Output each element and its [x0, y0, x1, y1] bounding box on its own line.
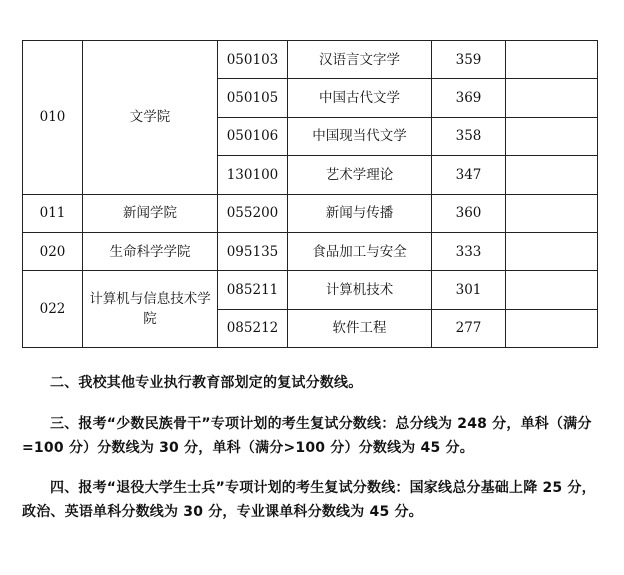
paragraph-minority-plan: 三、报考“少数民族骨干”专项计划的考生复试分数线：总分线为 248 分，单科（满分=100 分）分数线为 30 分，单科（满分>100 分）分数线为 45 分。 [22, 416, 592, 456]
score-cell: 359 [432, 41, 506, 79]
college-name-cell: 新闻学院 [83, 194, 218, 232]
note-cell [506, 41, 598, 79]
note-cell [506, 79, 598, 117]
major-code-cell: 050105 [218, 79, 288, 117]
major-code-cell: 050103 [218, 41, 288, 79]
major-name-cell: 中国古代文学 [288, 79, 432, 117]
note-cell [506, 232, 598, 270]
note-cell [506, 117, 598, 155]
paragraph-veteran-plan: 四、报考“退役大学生士兵”专项计划的考生复试分数线：国家线总分基础上降 25 分，政治、英语单科分数线为 30 分，专业课单科分数线为 45 分。 [22, 480, 596, 520]
note-cell [506, 156, 598, 194]
score-cell: 277 [432, 309, 506, 347]
note-cell [506, 309, 598, 347]
college-code-cell: 011 [23, 194, 83, 232]
major-name-cell: 新闻与传播 [288, 194, 432, 232]
table-row [23, 41, 598, 79]
major-name-cell: 食品加工与安全 [288, 232, 432, 270]
major-code-cell: 050106 [218, 117, 288, 155]
college-name-cell: 计算机与信息技术学院 [83, 271, 218, 348]
college-name-cell: 文学院 [83, 41, 218, 195]
paragraph-other-majors: 二、我校其他专业执行教育部划定的复试分数线。 [50, 375, 363, 391]
major-code-cell: 085211 [218, 271, 288, 309]
college-code-cell: 022 [23, 271, 83, 348]
note-cell [506, 271, 598, 309]
college-code-cell: 010 [23, 41, 83, 195]
major-name-cell: 计算机技术 [288, 271, 432, 309]
table-row [23, 232, 598, 270]
college-code-cell: 020 [23, 232, 83, 270]
score-cell: 360 [432, 194, 506, 232]
major-name-cell: 软件工程 [288, 309, 432, 347]
score-cell: 347 [432, 156, 506, 194]
college-name-cell: 生命科学学院 [83, 232, 218, 270]
major-code-cell: 130100 [218, 156, 288, 194]
table-row [23, 271, 598, 309]
major-name-cell: 汉语言文字学 [288, 41, 432, 79]
major-code-cell: 085212 [218, 309, 288, 347]
note-cell [506, 194, 598, 232]
table-row [23, 194, 598, 232]
major-name-cell: 中国现当代文学 [288, 117, 432, 155]
major-code-cell: 055200 [218, 194, 288, 232]
major-code-cell: 095135 [218, 232, 288, 270]
major-name-cell: 艺术学理论 [288, 156, 432, 194]
score-cell: 358 [432, 117, 506, 155]
score-cell: 333 [432, 232, 506, 270]
score-table [22, 40, 598, 348]
score-cell: 369 [432, 79, 506, 117]
score-cell: 301 [432, 271, 506, 309]
